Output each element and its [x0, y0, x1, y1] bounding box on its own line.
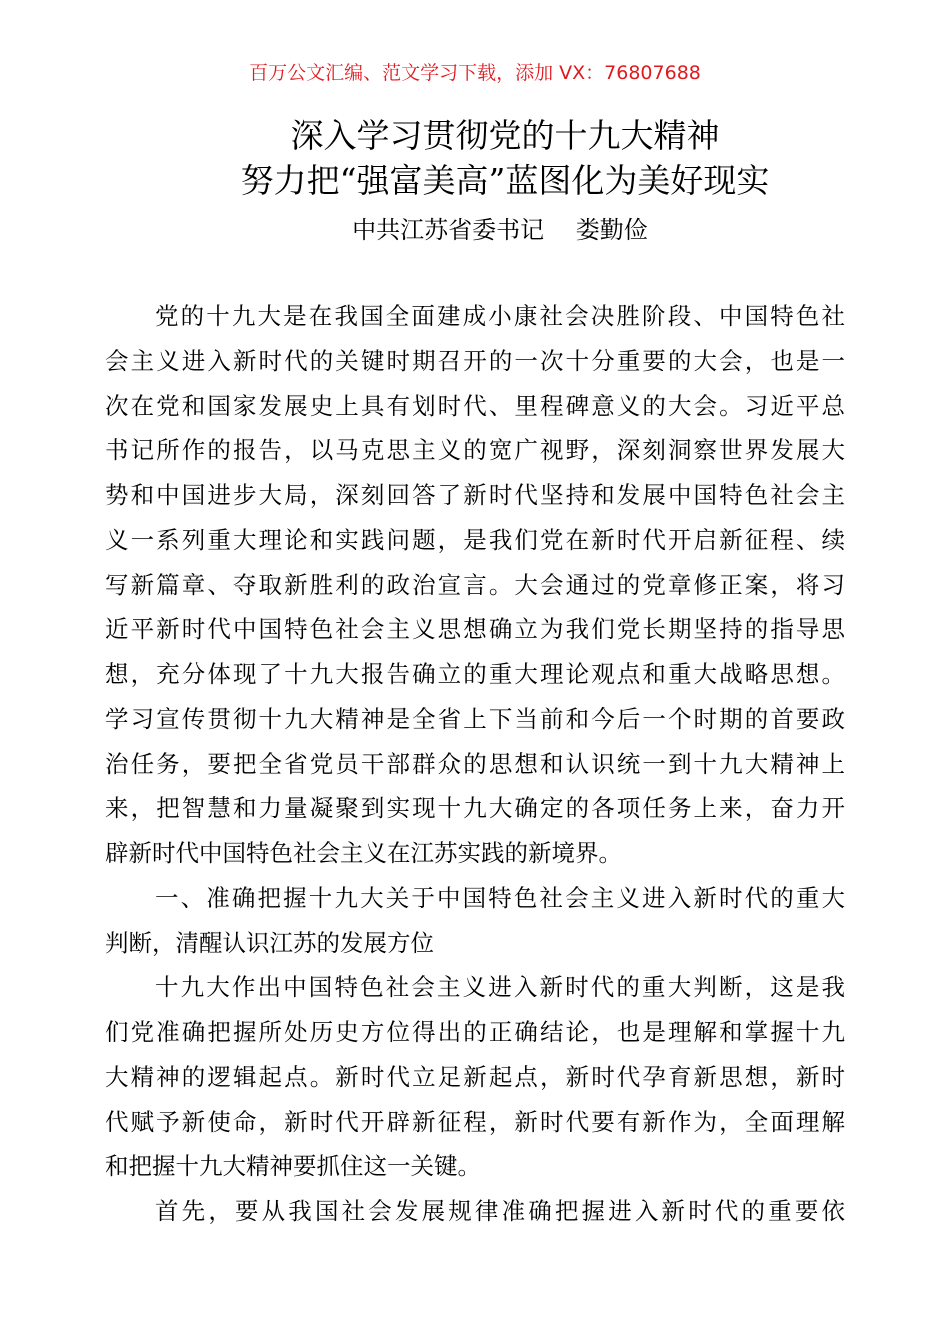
text-line: 代赋予新使命，新时代开辟新征程，新时代要有新作为，全面理解	[105, 1107, 845, 1136]
title-line-1: 深入学习贯彻党的十九大精神	[290, 116, 720, 155]
text-line: 写新篇章、夺取新胜利的政治宣言。大会通过的党章修正案，将习	[105, 570, 845, 599]
text-line: 次在党和国家发展史上具有划时代、里程碑意义的大会。习近平总	[105, 391, 845, 420]
text-line: 义一系列重大理论和实践问题，是我们党在新时代开启新征程、续	[105, 525, 845, 554]
title-line-2: 努力把“强富美高”蓝图化为美好现实	[240, 161, 770, 200]
text-line: 势和中国进步大局，深刻回答了新时代坚持和发展中国特色社会主	[105, 481, 845, 509]
author-byline: 中共江苏省委书记 娄勤俭	[352, 216, 648, 244]
text-line: 会主义进入新时代的关键时期召开的一次十分重要的大会，也是一	[105, 346, 845, 375]
text-line: 首先，要从我国社会发展规律准确把握进入新时代的重要依	[155, 1197, 845, 1225]
section-heading-line: 一、准确把握十九大关于中国特色社会主义进入新时代的重大	[155, 883, 845, 912]
text-line: 书记所作的报告，以马克思主义的宽广视野，深刻洞察世界发展大	[105, 436, 845, 465]
document-body	[105, 294, 845, 1234]
text-line: 学习宣传贯彻十九大精神是全省上下当前和今后一个时期的首要政	[105, 704, 845, 733]
text-line: 党的十九大是在我国全面建成小康社会决胜阶段、中国特色社	[155, 302, 845, 330]
text-line: 近平新时代中国特色社会主义思想确立为我们党长期坚持的指导思	[105, 615, 845, 644]
text-line: 们党准确把握所处历史方位得出的正确结论，也是理解和掌握十九	[105, 1018, 845, 1046]
watermark-text: 百万公文汇编、范文学习下载，添加 VX：76807688	[249, 62, 701, 84]
text-line: 和把握十九大精神要抓住这一关键。	[105, 1152, 481, 1181]
text-line: 十九大作出中国特色社会主义进入新时代的重大判断，这是我	[155, 973, 845, 1002]
text-line: 来，把智慧和力量凝聚到实现十九大确定的各项任务上来，奋力开	[105, 794, 845, 823]
section-heading-line: 判断，清醒认识江苏的发展方位	[105, 928, 434, 957]
text-line: 辟新时代中国特色社会主义在江苏实践的新境界。	[105, 839, 622, 867]
text-line: 治任务，要把全省党员干部群众的思想和认识统一到十九大精神上	[105, 749, 845, 778]
text-line: 大精神的逻辑起点。新时代立足新起点，新时代孕育新思想，新时	[105, 1062, 845, 1091]
text-line: 想，充分体现了十九大报告确立的重大理论观点和重大战略思想。	[105, 660, 845, 688]
